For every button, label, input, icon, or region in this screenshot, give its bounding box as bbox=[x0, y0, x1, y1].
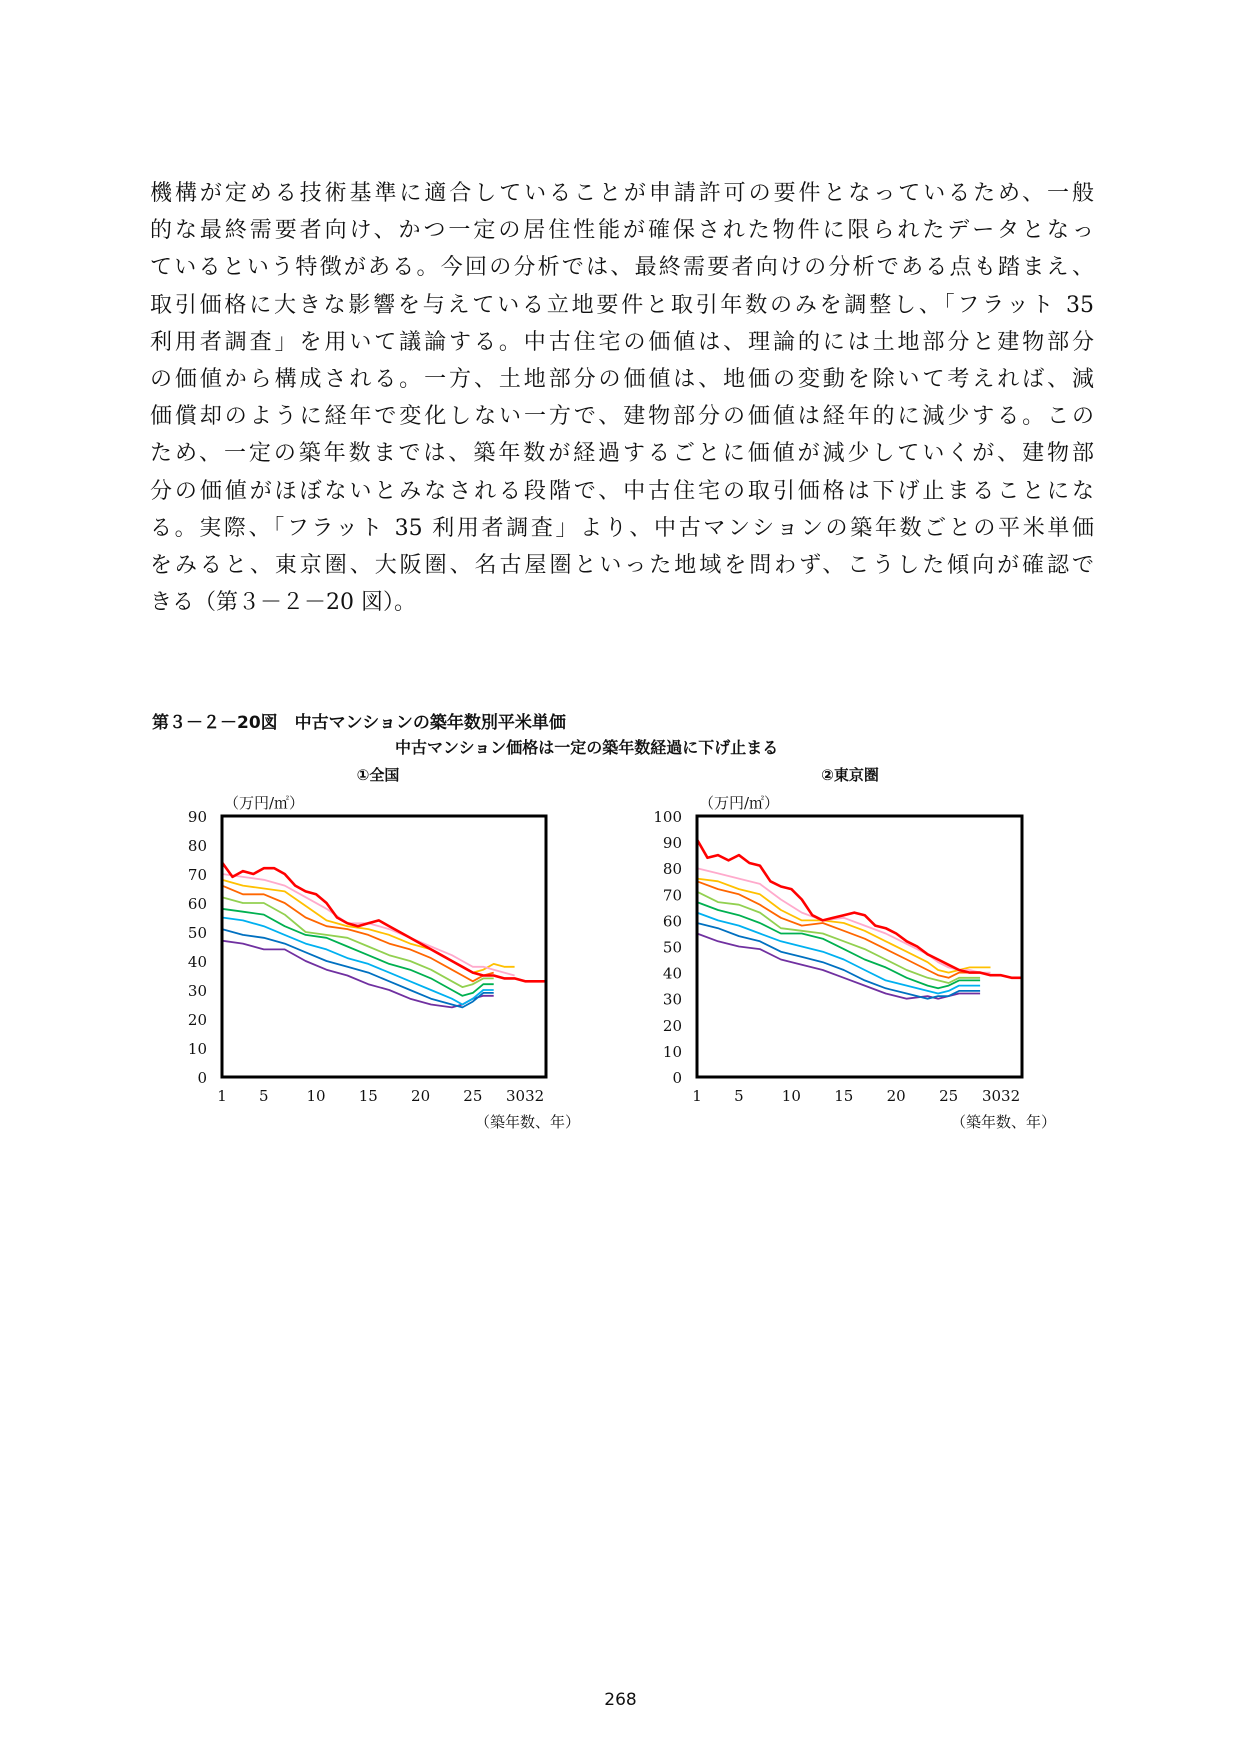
y-tick-label: 70 bbox=[662, 886, 682, 905]
text-line: る。実際、「フラット 35 利用者調査」より、中古マンションの築年数ごとの平米単価 bbox=[150, 515, 1094, 541]
y-tick-label: 60 bbox=[662, 912, 682, 931]
y-tick-label: 20 bbox=[187, 1011, 207, 1029]
text-line: きる（第３－２－20 図）。 bbox=[150, 590, 416, 616]
x-tick-label: 15 bbox=[358, 1087, 378, 1105]
text-line: 分の価値がほぼないとみなされる段階で、中古住宅の取引価格は下げ止まることにな bbox=[150, 478, 1094, 504]
page-number: 268 bbox=[604, 1690, 637, 1710]
x-axis-label: （築年数、年） bbox=[474, 1113, 580, 1131]
y-tick-label: 0 bbox=[672, 1069, 682, 1087]
x-tick-label: 20 bbox=[886, 1087, 906, 1105]
text-line: ため、一定の築年数までは、築年数が経過するごとに価値が減少していくが、建物部 bbox=[150, 441, 1094, 467]
x-tick-label: 5 bbox=[734, 1087, 744, 1105]
y-tick-label: 20 bbox=[662, 1016, 682, 1035]
series-line bbox=[697, 913, 980, 994]
y-tick-label: 40 bbox=[662, 964, 682, 983]
y-axis-unit-label: （万円/㎡） bbox=[224, 794, 305, 812]
x-tick-label: 10 bbox=[781, 1087, 801, 1105]
y-tick-label: 90 bbox=[662, 834, 682, 853]
x-tick-label: 5 bbox=[259, 1087, 269, 1105]
y-tick-label: 100 bbox=[653, 808, 682, 826]
y-tick-label: 10 bbox=[187, 1040, 207, 1058]
x-tick-label: 10 bbox=[306, 1087, 326, 1105]
y-tick-label: 50 bbox=[662, 938, 682, 957]
text-line: 機構が定める技術基準に適合していることが申請許可の要件となっているため、一般 bbox=[150, 181, 1094, 206]
text-line: 価償却のように経年で変化しない一方で、建物部分の価値は経年的に減少する。この bbox=[150, 404, 1094, 430]
y-tick-label: 30 bbox=[187, 982, 207, 1000]
y-tick-label: 0 bbox=[197, 1069, 207, 1087]
x-tick-label: 1 bbox=[217, 1087, 227, 1105]
x-tick-label: 15 bbox=[834, 1087, 854, 1105]
chart-title: ②東京圏 bbox=[821, 766, 879, 784]
series-line bbox=[222, 886, 494, 982]
figure-title: 第３－２－20図 中古マンションの築年数別平米単価 bbox=[152, 713, 566, 733]
y-tick-label: 30 bbox=[662, 990, 682, 1009]
plot-frame bbox=[222, 816, 546, 1077]
y-axis-unit-label: （万円/㎡） bbox=[699, 794, 780, 812]
series-line bbox=[222, 862, 546, 981]
series-line bbox=[697, 868, 991, 972]
text-line: 的な最終需要者向け、かつ一定の居住性能が確保された物件に限られたデータとなっ bbox=[150, 218, 1094, 244]
chart-title: ①全国 bbox=[356, 766, 400, 784]
figure-subtitle: 中古マンション価格は一定の築年数経過に下げ止まる bbox=[395, 738, 779, 757]
y-tick-label: 60 bbox=[187, 895, 207, 913]
x-axis-label: （築年数、年） bbox=[950, 1113, 1056, 1131]
y-tick-label: 90 bbox=[187, 808, 207, 826]
text-line: 取引価格に大きな影響を与えている立地要件と取引年数のみを調整し、「フラット 35 bbox=[150, 292, 1094, 318]
y-tick-label: 80 bbox=[187, 837, 207, 855]
series-line bbox=[697, 881, 980, 978]
x-tick-label: 20 bbox=[411, 1087, 431, 1105]
text-line: をみると、東京圏、大阪圏、名古屋圏といった地域を問わず、こうした傾向が確認で bbox=[150, 553, 1094, 579]
y-tick-label: 40 bbox=[187, 953, 207, 971]
x-tick-label: 3032 bbox=[981, 1087, 1021, 1105]
y-tick-label: 70 bbox=[187, 866, 207, 884]
x-tick-label: 1 bbox=[692, 1087, 702, 1105]
series-line bbox=[222, 897, 494, 987]
text-line: の価値から構成される。一方、土地部分の価値は、地価の変動を除いて考えれば、減 bbox=[150, 367, 1094, 393]
y-tick-label: 50 bbox=[187, 924, 207, 942]
y-tick-label: 80 bbox=[662, 860, 682, 879]
x-tick-label: 3032 bbox=[506, 1087, 545, 1105]
text-line: 利用者調査」を用いて議論する。中古住宅の価値は、理論的には土地部分と建物部分 bbox=[150, 329, 1094, 355]
text-line: ているという特徴がある。今回の分析では、最終需要者向けの分析である点も踏まえ、 bbox=[150, 255, 1094, 281]
series-line bbox=[222, 929, 494, 1007]
y-tick-label: 10 bbox=[662, 1042, 682, 1061]
x-tick-label: 25 bbox=[939, 1087, 959, 1105]
x-tick-label: 25 bbox=[463, 1087, 483, 1105]
